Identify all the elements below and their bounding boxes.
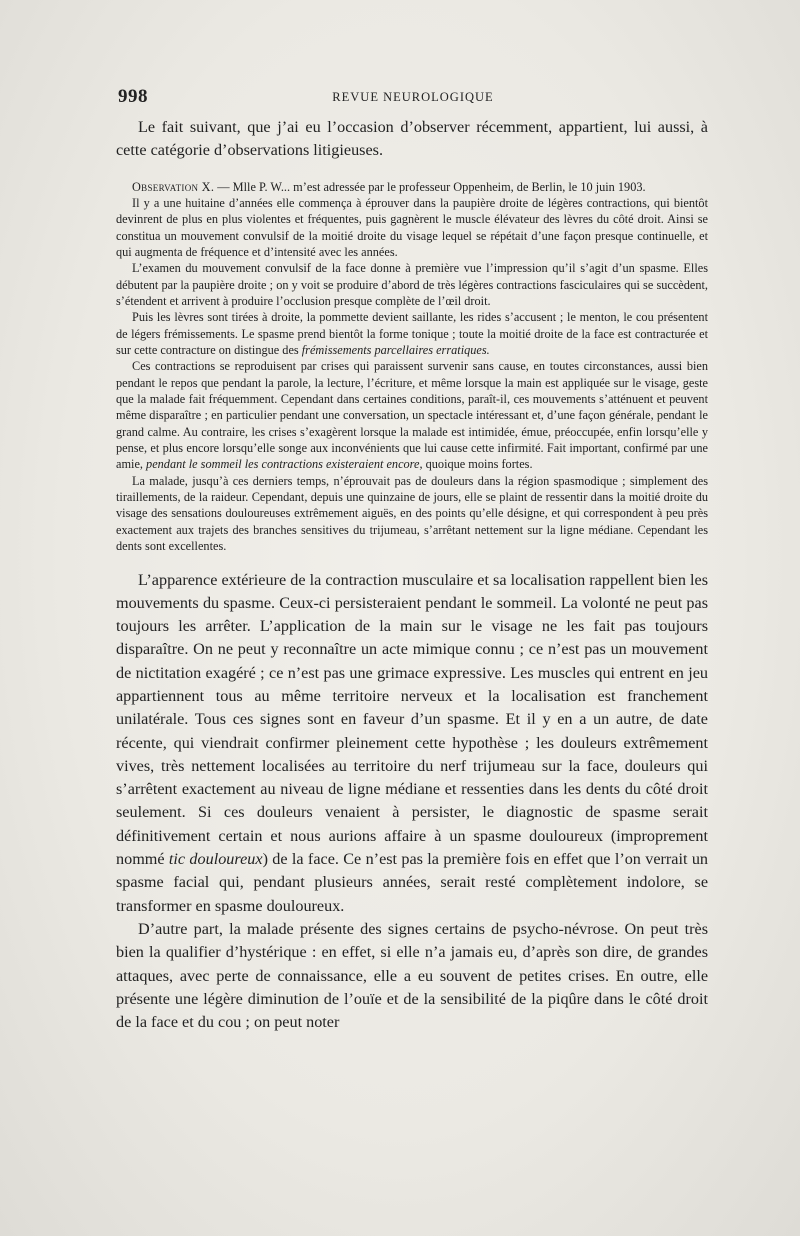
- observation-paragraph-5: [116, 358, 708, 472]
- observation-block: [116, 179, 708, 555]
- observation-p5-italic: pendant le sommeil les contractions existeraient encore,: [146, 457, 423, 472]
- article-body: [116, 116, 708, 1034]
- discussion-p1-text-a: L’apparence extérieure de la contraction musculaire et sa localisation rappellent bien les mouvements du spasme. Ceux-ci persisteraient pendant le sommeil. La volonté ne peut pas toujours les arrêter. L’application de la main sur le visage ne les fait pas toujours disparaître. On ne peut y reconnaître un acte mimique connu ; ce n’est pas un mouvement de nictitation exagéré ; ce n’est pas une grimace expressive. Les muscles qui entrent en jeu appartiennent tous au même territoire nerveux et la localisation est franchement unilatérale. Tous ces signes sont en faveur d’un spasme. Et il y en a un autre, de date récente, qui viendrait confirmer pleinement cette hypothèse ; les douleurs extrêmement vives, très nettement localisées au territoire du nerf trijumeau sur la face, douleurs qui s’arrêtent exactement au niveau de ligne médiane et ressenties dans les dents du côté droit seulement. Si ces douleurs venaient à persister, le diagnostic de spasme serait définitivement certain et nous aurions affaire à un spasme douloureux (improprement nommé: [116, 570, 708, 869]
- observation-p4-text: Puis les lèvres sont tirées à droite, la pommette devient saillante, les rides s’accusent ; le menton, le cou présentent de légers frémissements. Le spasme prend bientôt la forme tonique ; toute la moitié droite de la face est contracturée et sur cette contracture on distingue des: [116, 310, 708, 358]
- observation-p1-text: — Mlle P. W... m’est adressée par le professeur Oppenheim, de Berlin, le 10 juin 1903.: [214, 179, 646, 194]
- discussion-p1-italic: tic douloureux: [168, 850, 263, 869]
- observation-paragraph-4: [116, 309, 708, 358]
- observation-p4-italic: frémissements parcellaires erratiques.: [301, 343, 490, 358]
- intro-paragraph: Le fait suivant, que j’ai eu l’occasion d’observer récemment, appartient, lui aussi, à cette catégorie d’observations litigieuses.: [116, 118, 708, 160]
- discussion-paragraph-2: D’autre part, la malade présente des signes certains de psycho-névrose. On peut très bien la qualifier d’hystérique : en effet, si elle n’a jamais eu, d’après son dire, de grandes attaques, avec perte de connaissance, elle a eu souvent de petites crises. En outre, elle présente une légère diminution de l’ouïe et de la sensibilité de la piqûre dans le côté droit de la face et du cou ; on peut noter: [116, 919, 708, 1032]
- discussion-paragraph-1: [116, 569, 708, 918]
- intro-block: [116, 116, 708, 163]
- observation-p5-text-b: quoique moins fortes.: [422, 457, 533, 472]
- observation-paragraph-1: [116, 179, 708, 195]
- observation-paragraph-2: Il y a une huitaine d’années elle commença à éprouver dans la paupière droite de légères contractions, qui bientôt devinrent de plus en plus violentes et fréquentes, puis gagnèrent le muscle élévateur des lèvres du côté droit. Ainsi se constitua un mouvement convulsif de la moitié droite du visage lequel se répétait d’une façon presque continuelle, et qui augmenta de fréquence et d’intensité avec les années.: [116, 195, 708, 259]
- running-head: REVUE NEUROLOGIQUE: [332, 90, 494, 104]
- observation-paragraph-3: L’examen du mouvement convulsif de la face donne à première vue l’impression qu’il s’agit d’un spasme. Elles débutent par la paupière droite ; on y voit se produire d’abord de très légères contractions fasciculaires qui se succèdent, s’étendent et arrivent à produire l’occlusion presque complète de l’œil droit.: [116, 261, 708, 308]
- page-header: [118, 86, 708, 108]
- observation-label: Observation X.: [132, 179, 215, 194]
- discussion-block: [116, 569, 708, 1035]
- observation-paragraph-6: La malade, jusqu’à ces derniers temps, n’éprouvait pas de douleurs dans la région spasmodique ; simplement des tiraillements, de la raideur. Cependant, depuis une quinzaine de jours, elle se plaint de ressentir dans la moitié droite du visage des sensations douloureuses extrêmement aiguës, en des points qu’elle désigne, et qui correspondent à peu près exactement aux trajets des branches sensitives du trijumeau, s’arrêtant nettement sur la ligne médiane. Cependant les dents sont excellentes.: [116, 473, 708, 554]
- section-gap: [116, 555, 708, 569]
- observation-p5-text-a: Ces contractions se reproduisent par crises qui paraissent survenir sans cause, en toutes circonstances, aussi bien pendant le repos que pendant la parole, la lecture, l’écriture, et même lorsque la main est appliquée sur le visage, geste que la malade fait fréquemment. Cependant dans certaines conditions, paraît-il, ces mouvements s’atténuent et peuvent même disparaître ; en particulier pendant une conversation, un spectacle intéressant et, d’une façon générale, pendant le grand calme. Au contraire, les crises s’exagèrent lorsque la malade est intimidée, émue, préoccupée, enfin lorsqu’elle y pense, et plus encore lorsqu’elle songe aux inconvénients que lui cause cette infirmité. Fait important, confirmé par une amie,: [116, 359, 708, 472]
- discussion-p1-text-b: ) de la face. Ce n’est pas la première fois en effet que l’on verrait un spasme facial qui, pendant plusieurs années, serait resté complètement indolore, se transformer en spasme douloureux.: [116, 850, 709, 915]
- page-number: 998: [118, 86, 148, 107]
